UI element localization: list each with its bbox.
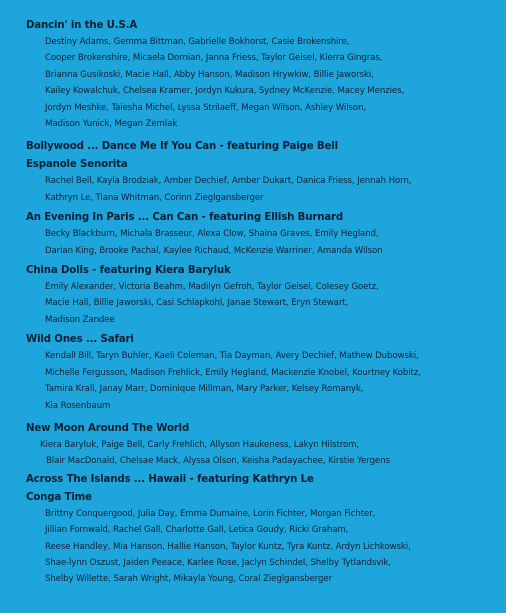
section-title: New Moon Around The World (26, 422, 190, 434)
dancer-names (26, 173, 496, 206)
section-title: Wild Ones ... Safari (26, 334, 134, 346)
names-line: Jillian Fornwald, Rachel Gall, Charlotte Gall, Letica Goudy, Ricki Graham, (45, 525, 349, 536)
section-title: China Dolls - featuring Kiera Baryluk (26, 265, 231, 277)
names-line: Emily Alexander, Victoria Beahm, Madilyn Gefroh, Taylor Geisel, Colesey Goetz, (45, 282, 379, 293)
dancer-names (26, 279, 496, 328)
section-china-dolls (26, 263, 496, 328)
section-espanole-senorita (26, 157, 496, 206)
names-line: Kendall Bill, Taryn Buhler, Kaeli Coleman, Tia Dayman, Avery Dechief, Mathew Dubowski, (45, 351, 419, 362)
section-new-moon (26, 421, 496, 470)
section-title: An Evening In Paris ... Can Can - featuring Ellish Burnard (26, 212, 344, 224)
names-line: Madison Yunick, Megan Zemlak (45, 119, 178, 130)
names-line: Destiny Adams, Gemma Bittman, Gabrielle Bokhorst, Casie Brokenshire, (45, 37, 350, 47)
section-wild-ones (26, 332, 496, 414)
section-dancin-usa (26, 18, 496, 132)
names-line: Cooper Brokenshire, Micaela Dornian, Janna Friess, Taylor Geisel, Kierra Gingras, (45, 53, 383, 64)
names-line: Darian King, Brooke Pachal, Kaylee Richaud, McKenzie Warriner, Amanda Wilson (45, 245, 383, 256)
section-title: Espanole Senorita (26, 159, 128, 171)
section-title: Conga Time (26, 491, 92, 503)
names-line: Brittny Conquergood, Julia Day, Emma Dumaine, Lorin Fichter, Morgan Fichter, (45, 508, 376, 519)
names-line: Becky Blackburn, Michala Brasseur, Alexa Clow, Shaina Graves, Emily Hegland, (45, 229, 379, 240)
names-line: Shae-lynn Oszust, Jaiden Peeace, Karlee Rose, Jaclyn Schindel, Shelby Tytlandsvik, (45, 557, 391, 568)
names-line: Brianna Gusikoski, Macie Hall, Abby Hanson, Madison Hrywkiw, Billie Jaworski, (45, 69, 374, 80)
names-line: Rachel Bell, Kayla Brodziak, Amber Dechief, Amber Dukart, Danica Friess, Jennah Horn, (45, 176, 412, 187)
dancer-names (26, 34, 496, 132)
section-conga-time (26, 490, 496, 588)
names-line: Macie Hall, Billie Jaworski, Casi Schlapkohl, Janae Stewart, Eryn Stewart, (45, 298, 349, 309)
names-line: Kailey Kowalchuk, Chelsea Kramer, Jordyn Kukura, Sydney McKenzie, Macey Menzies, (45, 86, 405, 97)
names-line: Kia Rosenbaum (45, 400, 111, 411)
names-line: Kiera Baryluk, Paige Bell, Carly Frehlich, Allyson Haukeness, Lakyn Hilstrom, (40, 439, 360, 450)
names-line: Madison Zandee (45, 314, 115, 325)
dancer-names (26, 348, 496, 414)
names-line: Blair MacDonald, Chelsae Mack, Alyssa Olson, Keisha Padayachee, Kirstie Yergens (46, 456, 390, 467)
section-across-the-islands (26, 472, 496, 488)
section-title: Across The Islands ... Hawaii - featuring Kathryn Le (26, 473, 314, 485)
dancer-names (26, 226, 496, 259)
section-title: Dancin' in the U.S.A (26, 20, 138, 31)
dancer-names (26, 437, 496, 470)
section-bollywood (26, 139, 496, 155)
dancer-names (26, 506, 496, 588)
names-line: Michelle Fergusson, Madison Frehlick, Emily Hegland, Mackenzie Knobel, Kourtney Kobitz, (45, 367, 421, 378)
names-line: Shelby Willette, Sarah Wright, Mikayla Young, Coral Zieglgansberger (45, 574, 333, 585)
names-line: Reese Handley, Mia Hanson, Hallie Hanson, Taylor Kuntz, Tyra Kuntz, Ardyn Lichkowski, (45, 541, 411, 552)
section-evening-in-paris (26, 210, 496, 259)
names-line: Jordyn Meshke, Taiesha Michel, Lyssa Strilaeff, Megan Wilson, Ashley Wilson, (45, 102, 367, 113)
names-line: Tamira Krall, Janay Marr, Dominique Millman, Mary Parker, Kelsey Romanyk, (45, 384, 364, 395)
names-line: Kathryn Le, Tiana Whitman, Corinn Zieglgansberger (45, 192, 264, 203)
section-title: Bollywood ... Dance Me If You Can - featuring Paige Bell (26, 141, 338, 153)
